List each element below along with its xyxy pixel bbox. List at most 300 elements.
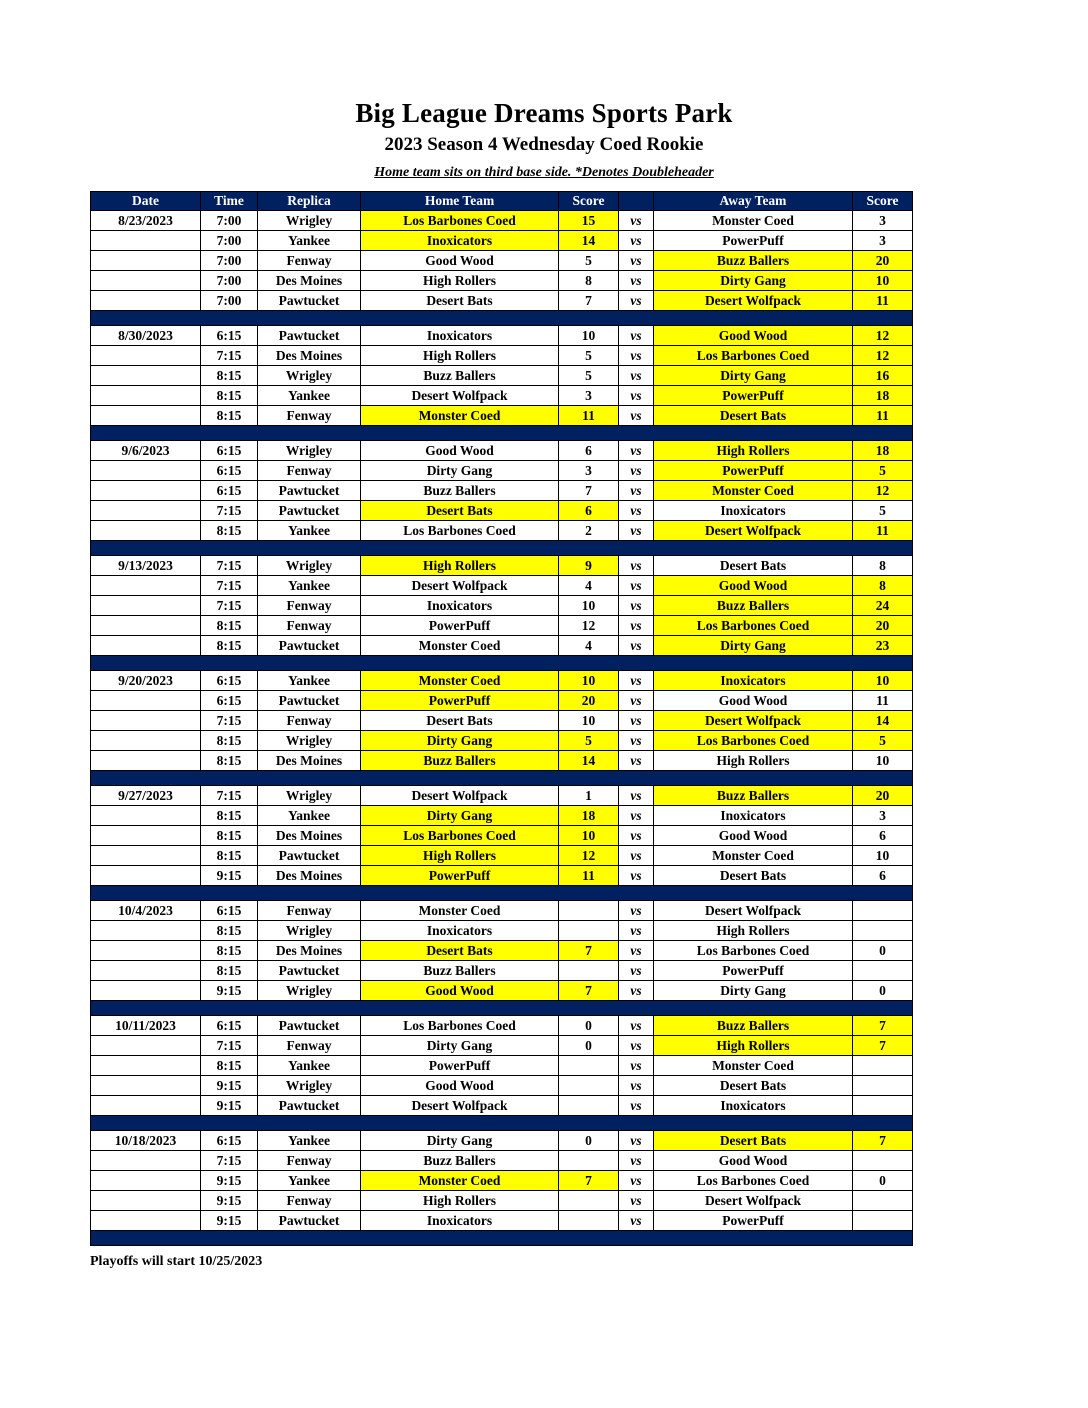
home-score-cell: 18 [559, 806, 619, 826]
date-cell [91, 1036, 201, 1056]
table-row [91, 501, 913, 521]
away-score-cell: 7 [853, 1131, 913, 1151]
away-team-cell: Inoxicators [654, 1096, 853, 1116]
date-cell [91, 866, 201, 886]
replica-cell: Pawtucket [258, 501, 361, 521]
home-team-cell: Los Barbones Coed [361, 521, 559, 541]
away-team-cell: Los Barbones Coed [654, 1171, 853, 1191]
time-cell: 8:15 [201, 846, 258, 866]
date-cell: 9/20/2023 [91, 671, 201, 691]
home-score-cell: 12 [559, 846, 619, 866]
vs-label: vs [619, 481, 654, 501]
table-row [91, 441, 913, 461]
home-score-cell: 7 [559, 981, 619, 1001]
time-cell: 6:15 [201, 1131, 258, 1151]
week-separator-row [91, 426, 913, 441]
week-separator-row [91, 1001, 913, 1016]
vs-label: vs [619, 1016, 654, 1036]
vs-label: vs [619, 441, 654, 461]
home-score-cell [559, 1076, 619, 1096]
away-score-cell: 3 [853, 231, 913, 251]
table-row [91, 251, 913, 271]
away-team-cell: Monster Coed [654, 1056, 853, 1076]
time-cell: 8:15 [201, 521, 258, 541]
table-row [91, 1191, 913, 1211]
vs-label: vs [619, 386, 654, 406]
replica-cell: Fenway [258, 1151, 361, 1171]
time-cell: 8:15 [201, 921, 258, 941]
vs-label: vs [619, 616, 654, 636]
time-cell: 8:15 [201, 941, 258, 961]
date-cell: 10/11/2023 [91, 1016, 201, 1036]
home-score-cell: 7 [559, 1171, 619, 1191]
away-score-cell: 24 [853, 596, 913, 616]
table-row [91, 481, 913, 501]
vs-label: vs [619, 501, 654, 521]
date-cell: 9/6/2023 [91, 441, 201, 461]
home-team-cell: PowerPuff [361, 616, 559, 636]
table-row [91, 366, 913, 386]
home-team-cell: Good Wood [361, 981, 559, 1001]
home-score-cell: 7 [559, 481, 619, 501]
vs-label: vs [619, 461, 654, 481]
replica-cell: Yankee [258, 1056, 361, 1076]
table-row [91, 346, 913, 366]
home-score-cell: 10 [559, 326, 619, 346]
vs-label: vs [619, 846, 654, 866]
vs-label: vs [619, 731, 654, 751]
away-score-cell: 12 [853, 326, 913, 346]
week-separator-row [91, 541, 913, 556]
time-cell: 9:15 [201, 1096, 258, 1116]
time-cell: 8:15 [201, 961, 258, 981]
date-cell [91, 1076, 201, 1096]
away-score-cell: 7 [853, 1016, 913, 1036]
home-team-cell: Buzz Ballers [361, 366, 559, 386]
away-team-cell: Monster Coed [654, 846, 853, 866]
time-cell: 7:15 [201, 501, 258, 521]
home-score-cell [559, 1211, 619, 1231]
home-team-cell: Desert Wolfpack [361, 576, 559, 596]
replica-cell: Des Moines [258, 346, 361, 366]
home-team-cell: Inoxicators [361, 596, 559, 616]
home-team-cell: Los Barbones Coed [361, 826, 559, 846]
date-cell [91, 751, 201, 771]
away-team-cell: Buzz Ballers [654, 596, 853, 616]
home-score-cell: 0 [559, 1016, 619, 1036]
home-team-cell: Desert Wolfpack [361, 786, 559, 806]
home-score-cell: 11 [559, 406, 619, 426]
table-row [91, 616, 913, 636]
replica-cell: Yankee [258, 386, 361, 406]
home-score-cell: 10 [559, 826, 619, 846]
table-row [91, 806, 913, 826]
date-cell [91, 1151, 201, 1171]
away-score-cell: 11 [853, 521, 913, 541]
replica-cell: Des Moines [258, 826, 361, 846]
away-score-cell [853, 1191, 913, 1211]
time-cell: 9:15 [201, 981, 258, 1001]
table-row [91, 751, 913, 771]
date-cell [91, 846, 201, 866]
home-score-cell: 5 [559, 366, 619, 386]
away-score-cell: 7 [853, 1036, 913, 1056]
table-row [91, 826, 913, 846]
replica-cell: Yankee [258, 806, 361, 826]
away-team-cell: Desert Bats [654, 866, 853, 886]
vs-label: vs [619, 271, 654, 291]
vs-label: vs [619, 636, 654, 656]
week-separator-bar [91, 311, 913, 326]
away-score-cell: 20 [853, 786, 913, 806]
away-team-cell: PowerPuff [654, 461, 853, 481]
table-row [91, 291, 913, 311]
header-vs-spacer [619, 192, 654, 211]
replica-cell: Pawtucket [258, 961, 361, 981]
date-cell: 10/4/2023 [91, 901, 201, 921]
time-cell: 7:00 [201, 251, 258, 271]
home-score-cell: 1 [559, 786, 619, 806]
home-score-cell [559, 901, 619, 921]
home-score-cell: 5 [559, 251, 619, 271]
replica-cell: Pawtucket [258, 691, 361, 711]
home-score-cell [559, 961, 619, 981]
vs-label: vs [619, 1171, 654, 1191]
date-cell [91, 271, 201, 291]
away-score-cell: 11 [853, 406, 913, 426]
week-separator-bar [91, 886, 913, 901]
time-cell: 7:15 [201, 596, 258, 616]
away-team-cell: High Rollers [654, 751, 853, 771]
away-team-cell: Buzz Ballers [654, 786, 853, 806]
table-row [91, 731, 913, 751]
vs-label: vs [619, 901, 654, 921]
away-score-cell [853, 921, 913, 941]
header-date: Date [91, 192, 201, 211]
away-score-cell: 12 [853, 346, 913, 366]
vs-label: vs [619, 806, 654, 826]
vs-label: vs [619, 1056, 654, 1076]
away-team-cell: Los Barbones Coed [654, 346, 853, 366]
away-team-cell: Desert Bats [654, 556, 853, 576]
away-score-cell: 20 [853, 616, 913, 636]
date-cell [91, 346, 201, 366]
table-row [91, 711, 913, 731]
away-team-cell: Los Barbones Coed [654, 731, 853, 751]
vs-label: vs [619, 406, 654, 426]
date-cell [91, 711, 201, 731]
date-cell [91, 636, 201, 656]
date-cell [91, 1171, 201, 1191]
home-team-cell: Inoxicators [361, 1211, 559, 1231]
replica-cell: Pawtucket [258, 1016, 361, 1036]
away-score-cell: 10 [853, 846, 913, 866]
table-row [91, 231, 913, 251]
home-score-cell [559, 1151, 619, 1171]
date-cell [91, 961, 201, 981]
week-separator-bar [91, 656, 913, 671]
away-team-cell: High Rollers [654, 441, 853, 461]
time-cell: 9:15 [201, 1076, 258, 1096]
replica-cell: Des Moines [258, 866, 361, 886]
home-team-cell: Monster Coed [361, 1171, 559, 1191]
date-cell [91, 291, 201, 311]
home-score-cell: 15 [559, 211, 619, 231]
home-team-cell: High Rollers [361, 271, 559, 291]
home-score-cell: 5 [559, 731, 619, 751]
replica-cell: Pawtucket [258, 636, 361, 656]
table-row [91, 921, 913, 941]
vs-label: vs [619, 671, 654, 691]
table-row [91, 1036, 913, 1056]
date-cell [91, 1211, 201, 1231]
away-score-cell: 10 [853, 751, 913, 771]
time-cell: 9:15 [201, 866, 258, 886]
date-cell [91, 481, 201, 501]
replica-cell: Fenway [258, 406, 361, 426]
time-cell: 6:15 [201, 901, 258, 921]
home-team-cell: Inoxicators [361, 326, 559, 346]
home-team-cell: Monster Coed [361, 406, 559, 426]
home-score-cell: 5 [559, 346, 619, 366]
home-score-cell: 7 [559, 291, 619, 311]
away-score-cell [853, 961, 913, 981]
time-cell: 7:15 [201, 556, 258, 576]
table-row [91, 941, 913, 961]
home-score-cell: 2 [559, 521, 619, 541]
home-score-cell: 3 [559, 461, 619, 481]
home-team-cell: Dirty Gang [361, 806, 559, 826]
replica-cell: Fenway [258, 596, 361, 616]
week-separator-row [91, 771, 913, 786]
home-score-cell: 0 [559, 1131, 619, 1151]
table-row [91, 461, 913, 481]
week-separator-bar [91, 1001, 913, 1016]
table-header-row [91, 192, 913, 211]
home-score-cell [559, 1096, 619, 1116]
replica-cell: Wrigley [258, 211, 361, 231]
home-team-cell: Los Barbones Coed [361, 1016, 559, 1036]
time-cell: 8:15 [201, 406, 258, 426]
date-cell [91, 981, 201, 1001]
vs-label: vs [619, 211, 654, 231]
time-cell: 6:15 [201, 441, 258, 461]
home-team-cell: Buzz Ballers [361, 481, 559, 501]
replica-cell: Des Moines [258, 941, 361, 961]
date-cell [91, 521, 201, 541]
replica-cell: Wrigley [258, 786, 361, 806]
home-team-cell: PowerPuff [361, 1056, 559, 1076]
home-team-cell: PowerPuff [361, 691, 559, 711]
home-team-note: Home team sits on third base side. *Denotes Doubleheader [374, 165, 714, 180]
week-separator-row [91, 1116, 913, 1131]
away-team-cell: Inoxicators [654, 501, 853, 521]
time-cell: 7:00 [201, 231, 258, 251]
replica-cell: Yankee [258, 521, 361, 541]
away-score-cell: 3 [853, 211, 913, 231]
vs-label: vs [619, 941, 654, 961]
away-team-cell: Dirty Gang [654, 366, 853, 386]
away-score-cell: 20 [853, 251, 913, 271]
vs-label: vs [619, 826, 654, 846]
vs-label: vs [619, 1036, 654, 1056]
replica-cell: Fenway [258, 1191, 361, 1211]
table-row [91, 596, 913, 616]
table-row [91, 556, 913, 576]
time-cell: 8:15 [201, 386, 258, 406]
home-team-cell: Good Wood [361, 251, 559, 271]
vs-label: vs [619, 596, 654, 616]
home-team-cell: Monster Coed [361, 901, 559, 921]
date-cell [91, 501, 201, 521]
replica-cell: Wrigley [258, 981, 361, 1001]
away-score-cell: 10 [853, 271, 913, 291]
home-team-cell: Desert Bats [361, 711, 559, 731]
vs-label: vs [619, 1191, 654, 1211]
away-score-cell: 10 [853, 671, 913, 691]
table-row [91, 576, 913, 596]
replica-cell: Yankee [258, 231, 361, 251]
away-team-cell: Desert Wolfpack [654, 711, 853, 731]
date-cell [91, 1056, 201, 1076]
table-row [91, 901, 913, 921]
table-row [91, 1096, 913, 1116]
away-team-cell: Desert Bats [654, 406, 853, 426]
time-cell: 7:15 [201, 786, 258, 806]
replica-cell: Yankee [258, 1131, 361, 1151]
date-cell [91, 596, 201, 616]
vs-label: vs [619, 346, 654, 366]
home-score-cell: 0 [559, 1036, 619, 1056]
date-cell [91, 691, 201, 711]
replica-cell: Fenway [258, 461, 361, 481]
time-cell: 8:15 [201, 616, 258, 636]
replica-cell: Pawtucket [258, 481, 361, 501]
replica-cell: Pawtucket [258, 846, 361, 866]
away-score-cell [853, 1076, 913, 1096]
home-score-cell: 8 [559, 271, 619, 291]
away-team-cell: Los Barbones Coed [654, 616, 853, 636]
week-separator-row [91, 311, 913, 326]
home-score-cell: 20 [559, 691, 619, 711]
table-row [91, 1131, 913, 1151]
table-row [91, 846, 913, 866]
date-cell [91, 941, 201, 961]
week-separator-bar [91, 426, 913, 441]
date-cell [91, 406, 201, 426]
table-row [91, 1171, 913, 1191]
vs-label: vs [619, 521, 654, 541]
away-team-cell: Dirty Gang [654, 981, 853, 1001]
table-row [91, 1151, 913, 1171]
away-team-cell: Desert Wolfpack [654, 1191, 853, 1211]
time-cell: 8:15 [201, 636, 258, 656]
week-separator-bar [91, 1116, 913, 1131]
home-score-cell: 4 [559, 576, 619, 596]
home-team-cell: Desert Wolfpack [361, 386, 559, 406]
away-score-cell: 0 [853, 981, 913, 1001]
away-score-cell: 5 [853, 461, 913, 481]
vs-label: vs [619, 1211, 654, 1231]
header-home-score: Score [559, 192, 619, 211]
vs-label: vs [619, 921, 654, 941]
home-team-cell: Dirty Gang [361, 731, 559, 751]
week-separator-bar [91, 1231, 913, 1246]
time-cell: 7:00 [201, 271, 258, 291]
home-score-cell [559, 1191, 619, 1211]
home-score-cell: 7 [559, 941, 619, 961]
home-team-cell: Inoxicators [361, 921, 559, 941]
away-team-cell: Good Wood [654, 1151, 853, 1171]
table-row [91, 961, 913, 981]
time-cell: 8:15 [201, 731, 258, 751]
home-score-cell: 14 [559, 231, 619, 251]
home-team-cell: Desert Wolfpack [361, 1096, 559, 1116]
table-row [91, 636, 913, 656]
replica-cell: Fenway [258, 711, 361, 731]
home-team-cell: High Rollers [361, 1191, 559, 1211]
home-team-cell: Desert Bats [361, 501, 559, 521]
table-row [91, 406, 913, 426]
home-team-cell: Dirty Gang [361, 1131, 559, 1151]
home-team-cell: Inoxicators [361, 231, 559, 251]
table-row [91, 1076, 913, 1096]
away-team-cell: PowerPuff [654, 1211, 853, 1231]
time-cell: 8:15 [201, 826, 258, 846]
date-cell: 9/27/2023 [91, 786, 201, 806]
home-team-cell: Buzz Ballers [361, 751, 559, 771]
home-score-cell: 11 [559, 866, 619, 886]
replica-cell: Fenway [258, 901, 361, 921]
home-team-cell: Dirty Gang [361, 461, 559, 481]
week-separator-row [91, 886, 913, 901]
time-cell: 8:15 [201, 806, 258, 826]
vs-label: vs [619, 231, 654, 251]
vs-label: vs [619, 711, 654, 731]
replica-cell: Pawtucket [258, 1096, 361, 1116]
vs-label: vs [619, 1131, 654, 1151]
time-cell: 9:15 [201, 1171, 258, 1191]
time-cell: 7:15 [201, 1036, 258, 1056]
away-team-cell: Buzz Ballers [654, 1016, 853, 1036]
header-away-team: Away Team [654, 192, 853, 211]
time-cell: 6:15 [201, 1016, 258, 1036]
away-score-cell: 6 [853, 866, 913, 886]
away-team-cell: Desert Wolfpack [654, 291, 853, 311]
table-row [91, 386, 913, 406]
date-cell [91, 826, 201, 846]
time-cell: 6:15 [201, 461, 258, 481]
away-score-cell [853, 1096, 913, 1116]
away-score-cell: 8 [853, 556, 913, 576]
home-team-cell: High Rollers [361, 346, 559, 366]
table-row [91, 521, 913, 541]
vs-label: vs [619, 366, 654, 386]
away-team-cell: PowerPuff [654, 961, 853, 981]
away-score-cell: 16 [853, 366, 913, 386]
away-team-cell: Good Wood [654, 326, 853, 346]
home-team-cell: Good Wood [361, 1076, 559, 1096]
home-score-cell [559, 1056, 619, 1076]
vs-label: vs [619, 1076, 654, 1096]
home-team-cell: High Rollers [361, 556, 559, 576]
replica-cell: Yankee [258, 671, 361, 691]
home-score-cell: 4 [559, 636, 619, 656]
vs-label: vs [619, 1151, 654, 1171]
vs-label: vs [619, 866, 654, 886]
replica-cell: Pawtucket [258, 1211, 361, 1231]
week-separator-row [91, 1231, 913, 1246]
